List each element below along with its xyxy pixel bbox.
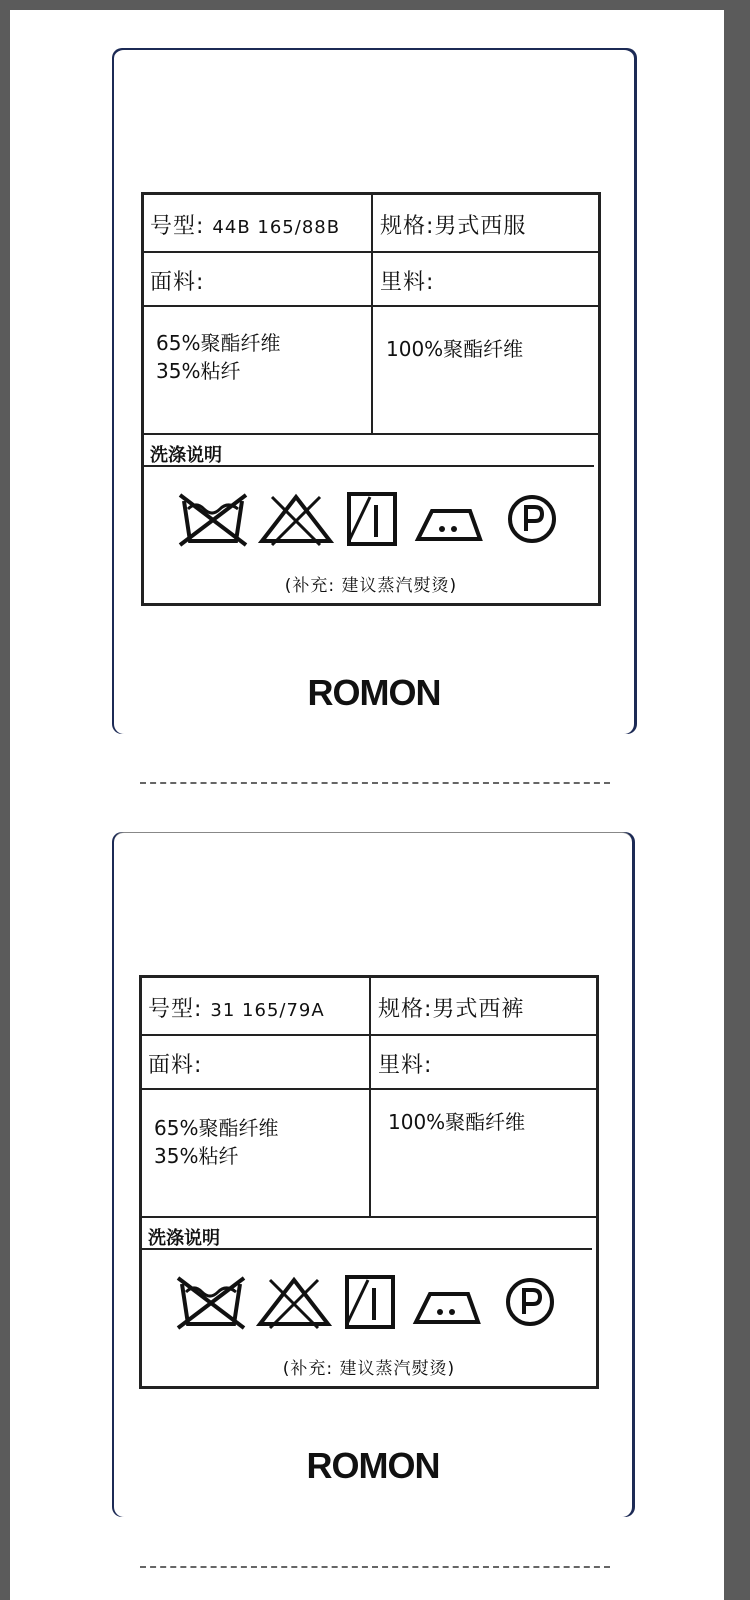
spec-field bbox=[380, 209, 526, 240]
care-symbols bbox=[178, 491, 568, 551]
care-label-table bbox=[139, 975, 599, 1389]
no-wash-icon bbox=[176, 1274, 246, 1330]
lining-label: 里料: bbox=[378, 1053, 433, 1078]
page-background bbox=[10, 10, 724, 1600]
iron-medium-icon bbox=[414, 491, 486, 547]
column-divider bbox=[371, 195, 373, 435]
fabric-label: 面料: bbox=[148, 1053, 203, 1078]
lining-composition: 100%聚酯纤维 bbox=[388, 1110, 526, 1134]
dry-clean-p-icon bbox=[504, 491, 560, 547]
size-value: 31 165/79A bbox=[210, 1000, 325, 1021]
dry-clean-p-icon bbox=[502, 1274, 558, 1330]
brand-logo: ROMON bbox=[306, 1445, 440, 1486]
column-divider bbox=[369, 978, 371, 1218]
size-field bbox=[148, 992, 325, 1023]
size-label: 号型: bbox=[150, 214, 205, 239]
lining-composition: 100%聚酯纤维 bbox=[386, 337, 524, 361]
fabric-composition-2: 35%粘纤 bbox=[154, 1144, 239, 1168]
no-bleach-icon bbox=[258, 491, 334, 547]
care-label-jacket bbox=[114, 48, 634, 734]
wash-instructions-title: 洗涤说明 bbox=[148, 1228, 220, 1249]
size-field bbox=[150, 209, 340, 240]
spec-field bbox=[378, 992, 524, 1023]
care-label-table bbox=[141, 192, 601, 606]
spec-value: 男式西裤 bbox=[432, 997, 525, 1022]
lining-label: 里料: bbox=[380, 270, 435, 295]
fabric-composition-1: 65%聚酯纤维 bbox=[154, 1116, 279, 1140]
care-label-trousers bbox=[114, 832, 632, 1517]
fabric-label: 面料: bbox=[150, 270, 205, 295]
brand-logo: ROMON bbox=[307, 672, 441, 713]
size-value: 44B 165/88B bbox=[212, 217, 341, 238]
flat-dry-icon bbox=[346, 491, 398, 547]
care-note: (补充: 建议蒸汽熨烫) bbox=[284, 576, 458, 596]
wash-instructions-title: 洗涤说明 bbox=[150, 445, 222, 466]
dashed-separator bbox=[140, 782, 610, 784]
care-note: (补充: 建议蒸汽熨烫) bbox=[282, 1359, 456, 1379]
no-bleach-icon bbox=[256, 1274, 332, 1330]
size-label: 号型: bbox=[148, 997, 203, 1022]
spec-value: 男式西服 bbox=[434, 214, 527, 239]
dashed-separator bbox=[140, 1566, 610, 1568]
care-symbols bbox=[176, 1274, 566, 1334]
no-wash-icon bbox=[178, 491, 248, 547]
fabric-composition-1: 65%聚酯纤维 bbox=[156, 331, 281, 355]
flat-dry-icon bbox=[344, 1274, 396, 1330]
iron-medium-icon bbox=[412, 1274, 484, 1330]
spec-label: 规格: bbox=[380, 214, 435, 239]
spec-label: 规格: bbox=[378, 997, 433, 1022]
fabric-composition-2: 35%粘纤 bbox=[156, 359, 241, 383]
